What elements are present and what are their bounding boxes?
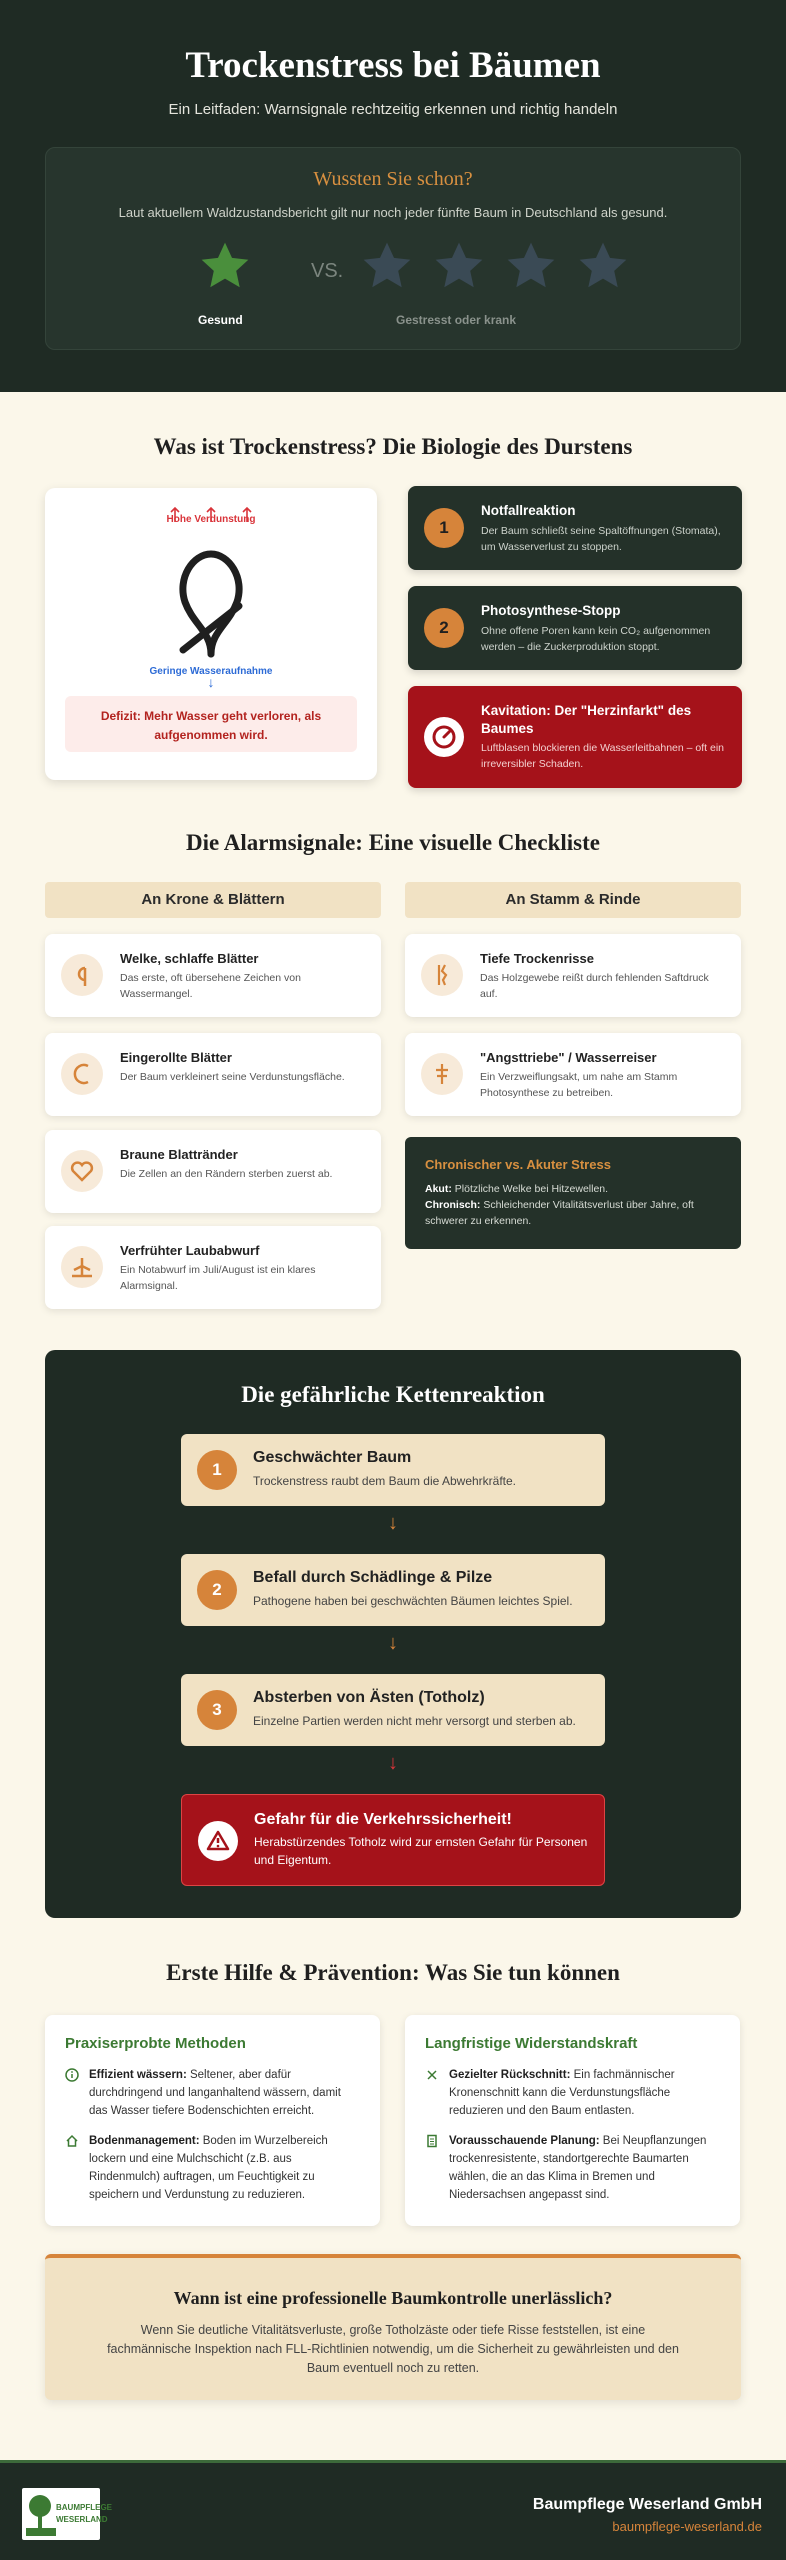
alarm-title: Welke, schlaffe Blätter [120,951,259,966]
resilience-item [425,2066,720,2120]
alarm-title: "Angsttriebe" / Wasserreiser [480,1050,657,1065]
warning-icon [198,1821,238,1861]
item-text: Boden im Wurzelbereich lockern und eine Mulchschicht (z.B. aus Rindenmulch) auftragen, um Feuchtigkeit zu speichern und Verdunstung zu reduzieren. [89,2135,328,2201]
stressed-star-icon [358,238,416,294]
step-number: 1 [424,508,464,548]
logo-line1: BAUMPFLEGE [56,2503,112,2512]
company-url-link[interactable]: baumpflege-weserland.de [612,2519,762,2534]
alarm-title: Braune Blattränder [120,1147,238,1162]
alarm-card [45,934,381,1017]
step-number: 3 [197,1690,237,1730]
step-desc: Einzelne Partien werden nicht mehr versorgt und sterben ab. [253,1714,576,1728]
stressed-star-icon [574,238,632,294]
prevention-title: Erste Hilfe & Prävention: Was Sie tun können [166,1960,620,1985]
step-desc: Trockenstress raubt dem Baum die Abwehrkräfte. [253,1474,517,1488]
deficit-note: Defizit: Mehr Wasser geht verloren, als aufgenommen wird. [65,696,357,752]
arrow-down-icon: ↓ [388,1512,398,1534]
arrow-down-icon: ↓ [388,1752,398,1774]
tree-diagram-card [45,488,377,780]
logo-line2: WESERLAND [56,2515,108,2524]
step-number: 2 [424,608,464,648]
stress-info-box [405,1137,741,1249]
step-title: Absterben von Ästen (Totholz) [253,1689,485,1706]
alarm-desc: Das erste, oft übersehene Zeichen von Wassermangel. [120,972,301,1000]
healthy-star-icon [196,238,254,294]
step-number: 1 [197,1450,237,1490]
method-item [65,2132,360,2204]
stressed-star-icon [430,238,488,294]
alarm-card [405,1033,741,1116]
stressed-label: Gestresst oder krank [396,313,517,327]
methods-card [45,2015,380,2226]
tree-icon [163,542,259,666]
item-bold: Gezielter Rückschnitt: [449,2069,571,2081]
low-intake-label: Geringe Wasseraufnahme [149,666,273,677]
danger-title: Gefahr für die Verkehrssicherheit! [254,1811,512,1828]
danger-desc: Herabstürzendes Totholz wird zur ernsten Gefahr für Personen und Eigentum. [254,1835,588,1867]
curl-icon [61,1053,103,1095]
step-title: Geschwächter Baum [253,1449,412,1466]
resilience-item [425,2132,720,2204]
alarm-title: Die Alarmsignale: Eine visuelle Checkliste [186,830,600,855]
column-head-trunk: An Stamm & Rinde [405,882,741,918]
alarm-desc: Ein Notabwurf im Juli/August ist ein klares Alarmsignal. [120,1264,316,1292]
down-arrow-icon: ↓ [207,674,215,690]
chain-step-2 [181,1554,605,1626]
bio-step-cavitation [408,686,742,788]
stress-title: Chronischer vs. Akuter Stress [425,1157,611,1172]
alarm-title: Verfrühter Laubabwurf [120,1243,260,1258]
acute-label: Akut: [425,1183,452,1195]
method-item [65,2066,360,2120]
crack-icon [421,954,463,996]
company-name: Baumpflege Weserland GmbH [532,2496,762,2513]
star-rating [46,238,740,308]
healthy-label: Gesund [198,313,243,327]
vs-label: VS. [311,260,344,282]
fact-heading: Wussten Sie schon? [313,168,473,190]
resilience-title: Langfristige Widerstandskraft [425,2035,638,2052]
sprout-icon [421,1053,463,1095]
bio-step-2 [408,586,742,670]
hero-header [0,0,786,392]
scissors-icon [425,2068,439,2082]
cta-text: Wenn Sie deutliche Vitalitätsverluste, große Totholzäste oder tiefe Risse feststellen, ist eine fachmännische Inspektion nach FLL-Richtlinien notwendig, um die Sicherheit zu gewährleisten und den Baum eventuell noch zu retten. [107,2323,679,2375]
page-subtitle: Ein Leitfaden: Warnsignale rechtzeitig erkennen und richtig handeln [168,101,618,118]
company-logo[interactable] [22,2488,112,2540]
home-icon [65,2134,79,2148]
step-number: 2 [197,1570,237,1610]
cta-title: Wann ist eine professionelle Baumkontrolle unerlässlich? [173,2288,613,2308]
chain-title: Die gefährliche Kettenreaktion [241,1382,545,1407]
biology-section [0,392,786,812]
resilience-card [405,2015,740,2226]
item-text: Bei Neupflanzungen trockenresistente, standortgerechte Baumarten wählen, die an das Klima in Bremen und Niedersachsen angepasst sind. [449,2135,707,2201]
alarm-card [45,1130,381,1213]
alarm-title: Eingerollte Blätter [120,1050,232,1065]
alarm-desc: Der Baum verkleinert seine Verdunstungsfläche. [120,1071,345,1083]
step-desc: Ohne offene Poren kann kein CO₂ aufgenommen werden – die Zuckerproduktion stoppt. [481,625,711,653]
step-title: Photosynthese-Stopp [481,603,621,618]
item-text: Seltener, aber dafür durchdringend und langanhaltend wässern, damit das Wasser tiefere Bodenschichten erreicht. [89,2069,341,2117]
bio-step-1 [408,486,742,570]
heart-leaf-icon [61,1150,103,1192]
danger-box [181,1794,605,1886]
item-bold: Vorausschauende Planung: [449,2135,600,2147]
alarm-card [45,1226,381,1309]
step-desc: Pathogene haben bei geschwächten Bäumen leichtes Spiel. [253,1594,573,1608]
alarm-desc: Das Holzgewebe reißt durch fehlenden Saftdruck auf. [480,972,709,1000]
chain-reaction-section [45,1350,741,1918]
item-bold: Effizient wässern: [89,2069,187,2081]
falling-leaves-icon [61,1246,103,1288]
page-title: Trockenstress bei Bäumen [185,45,601,86]
alarm-card [45,1033,381,1116]
fact-text: Laut aktuellem Waldzustandsbericht gilt nur noch jeder fünfte Baum in Deutschland als gesund. [118,205,668,220]
alarm-title: Tiefe Trockenrisse [480,951,594,966]
alarm-card [405,934,741,1017]
chain-step-1 [181,1434,605,1506]
methods-title: Praxiserprobte Methoden [65,2035,246,2052]
step-title: Kavitation: Der "Herzinfarkt" des Baumes [481,703,692,736]
chain-step-3 [181,1674,605,1746]
stressed-star-icon [502,238,560,294]
step-desc: Der Baum schließt seine Spaltöffnungen (Stomata), um Wasserverlust zu stoppen. [481,525,721,553]
item-text: Ein fachmännischer Kronenschnitt kann die Verdunstungsfläche reduzieren und den Baum entlasten. [449,2069,675,2117]
info-icon [65,2068,79,2082]
biology-title: Was ist Trockenstress? Die Biologie des Durstens [153,434,633,459]
gauge-icon [424,717,464,757]
footer [0,2460,786,2560]
document-icon [425,2134,439,2148]
step-title: Befall durch Schädlinge & Pilze [253,1569,493,1586]
leaf-wilt-icon [61,954,103,996]
cta-box [45,2254,741,2400]
fact-box [45,147,741,350]
step-desc: Luftblasen blockieren die Wasserleitbahnen – oft ein irreversibler Schaden. [481,742,725,770]
column-head-crown: An Krone & Blättern [45,882,381,918]
high-evaporation-label: Hohe Verdunstung [166,514,256,525]
acute-text: Plötzliche Welke bei Hitzewellen. [454,1183,609,1195]
alarm-desc: Die Zellen an den Rändern sterben zuerst ab. [120,1168,333,1180]
step-title: Notfallreaktion [481,503,576,518]
arrow-down-icon: ↓ [388,1632,398,1654]
chronic-label: Chronisch: [425,1199,481,1211]
item-bold: Bodenmanagement: [89,2135,200,2147]
alarm-desc: Ein Verzweiflungsakt, um nahe am Stamm Photosynthese zu betreiben. [480,1071,678,1099]
chronic-text: Schleichender Vitalitätsverlust über Jahre, oft schwerer zu erkennen. [425,1199,694,1227]
